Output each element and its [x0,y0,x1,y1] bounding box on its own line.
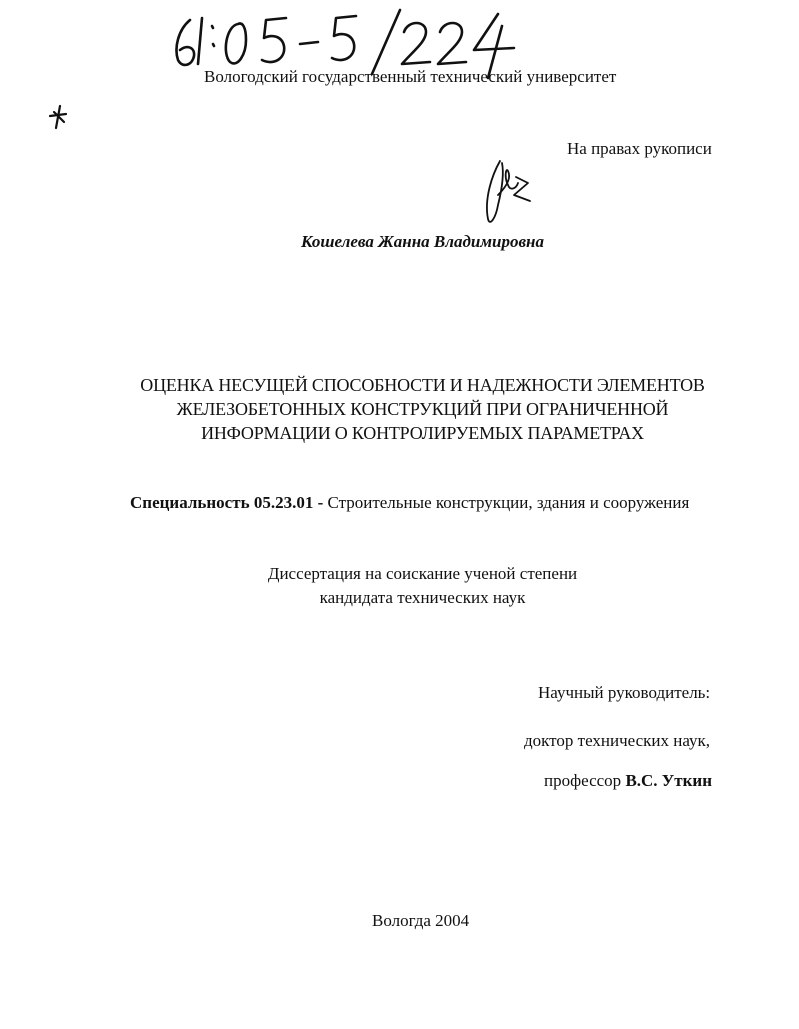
supervisor-degree: доктор технических наук, [524,731,711,750]
specialty-text: Строительные конструкции, здания и сооружения [323,493,690,512]
supervisor-name [544,771,712,791]
university-name: Вологодский государственный технический университет [204,67,617,86]
dissertation-degree-line: кандидата технических наук [319,588,526,607]
signature [478,155,538,227]
dissertation-title-line: ОЦЕНКА НЕСУЩЕЙ СПОСОБНОСТИ И НАДЕЖНОСТИ ЭЛЕМЕНТОВ [140,375,705,395]
supervisor-title: Научный руководитель: [538,683,711,702]
specialty-label: Специальность 05.23.01 - [130,493,324,512]
specialty [130,493,689,513]
dissertation-title-line: ИНФОРМАЦИИ О КОНТРОЛИРУЕМЫХ ПАРАМЕТРАХ [201,423,644,443]
dissertation-degree-line: Диссертация на соискание ученой степени [267,564,578,583]
city-year: Вологда 2004 [372,911,470,930]
author-name: Кошелева Жанна Владимировна [301,232,544,251]
supervisor-position: профессор [544,771,626,790]
dissertation-title-line: ЖЕЛЕЗОБЕТОННЫХ КОНСТРУКЦИЙ ПРИ ОГРАНИЧЕННОЙ [176,399,669,419]
handwritten-mark [44,102,74,132]
supervisor-fullname: В.С. Уткин [625,771,713,790]
manuscript-rights-label: На правах рукописи [567,139,712,158]
